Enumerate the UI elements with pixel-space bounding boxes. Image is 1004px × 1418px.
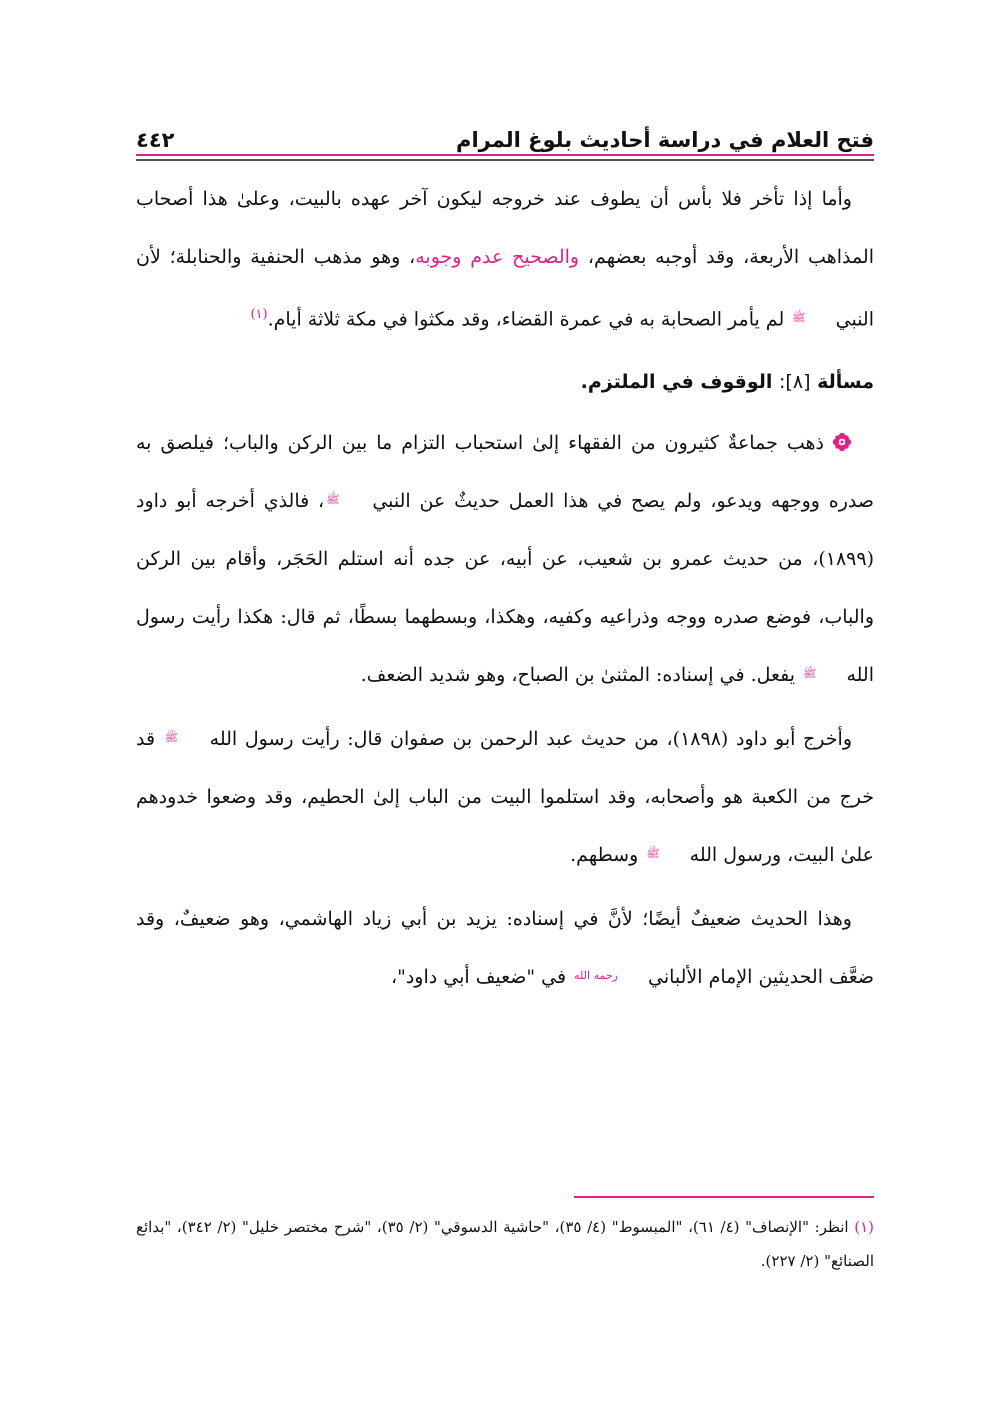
issue-label: مسألة — [817, 371, 874, 394]
paragraph-weakness — [136, 890, 874, 1006]
flower-icon — [832, 432, 852, 452]
paragraph-text: لم يأمر الصحابة به في عمرة القضاء، وقد مكثوا في مكة ثلاثة أيام. — [267, 308, 791, 331]
issue-number: [٨]: — [779, 371, 811, 394]
footnote-separator — [574, 1196, 874, 1198]
issue-title: الوقوف في الملتزم. — [580, 371, 773, 394]
footnote-1 — [136, 1210, 874, 1278]
paragraph-text: وسطهم. — [570, 844, 645, 867]
honorific-prophet: ﷺ — [792, 311, 806, 325]
footnote-number: (١) — [854, 1218, 875, 1236]
main-text — [136, 170, 874, 1006]
honorific-prophet: ﷺ — [646, 847, 660, 861]
paragraph-multazam — [136, 414, 874, 704]
footnotes — [136, 1210, 874, 1278]
header-rule — [136, 159, 874, 161]
honorific-scholar: رحمه الله — [574, 969, 618, 983]
paragraph-text: ، فالذي أخرجه أبو داود (١٨٩٩)، من حديث عمرو بن شعيب، عن أبيه، عن جده أنه استلم الحَجَر، وأقام بين الركن والباب، فوضع صدره ووجه وذراعيه وكفيه، وهكذا، وبسطهما بسطًا، ثم قال: هكذا رأيت رسول الله — [136, 490, 874, 687]
paragraph-text: ، وهو مذهب الحنفية والحنابلة؛ لأن النبي — [136, 246, 874, 331]
honorific-prophet: ﷺ — [803, 667, 817, 681]
honorific-prophet: ﷺ — [164, 731, 179, 745]
book-page — [136, 110, 874, 1310]
honorific-prophet: ﷺ — [326, 493, 340, 507]
paragraph-text: في "ضعيف أبي داود"، — [390, 966, 573, 989]
page-number: ٤٤٢ — [136, 128, 175, 152]
issue-heading — [136, 356, 874, 408]
footnote-text: انظر: "الإنصاف" (٤/ ٦١)، "المبسوط" (٤/ ٣٥)، "حاشية الدسوقي" (٢/ ٣٥)، "شرح مختصر خليل" (٢/ ٣٤٢)، "بدائع الصنائع" (٢/ ٢٢٧). — [136, 1218, 874, 1270]
paragraph-text: قد خرج من الكعبة هو وأصحابه، وقد استلموا البيت من الباب إلىٰ الحطيم، وقد وضعوا خدودهم علىٰ البيت، ورسول الله — [136, 728, 874, 867]
footnote-reference[interactable]: (١) — [250, 307, 268, 322]
running-header — [136, 118, 874, 152]
paragraph-text: وأخرج أبو داود (١٨٩٨)، من حديث عبد الرحمن بن صفوان قال: رأيت رسول الله — [202, 728, 852, 751]
highlighted-ruling: والصحيح عدم وجوبه — [415, 246, 580, 268]
paragraph-safwan-hadith — [136, 710, 874, 884]
paragraph-text: يفعل. في إسناده: المثنىٰ بن الصباح، وهو شديد الضعف. — [360, 664, 802, 687]
paragraph-text: وأما إذا تأخر فلا بأس أن يطوف عند خروجه ليكون آخر عهده بالبيت، وعلىٰ هذا أصحاب المذاهب الأربعة، وقد أوجبه بعضهم، — [136, 188, 874, 268]
paragraph-text: ذهب جماعةٌ كثيرون من الفقهاء إلىٰ استحباب التزام ما بين الركن والباب؛ فيلصق به صدره ووجهه ويدعو، ولم يصح في هذا العمل حديثٌ عن النبي — [136, 432, 874, 513]
header-rule-accent — [136, 154, 874, 156]
paragraph-text: وهذا الحديث ضعيفٌ أيضًا؛ لأنَّ في إسناده: يزيد بن أبي زياد الهاشمي، وهو ضعيفٌ، وقد ضعَّف الحديثين الإمام الألباني — [136, 908, 874, 989]
book-title: فتح العلام في دراسة أحاديث بلوغ المرام — [456, 128, 874, 152]
paragraph-tawaf — [136, 170, 874, 348]
